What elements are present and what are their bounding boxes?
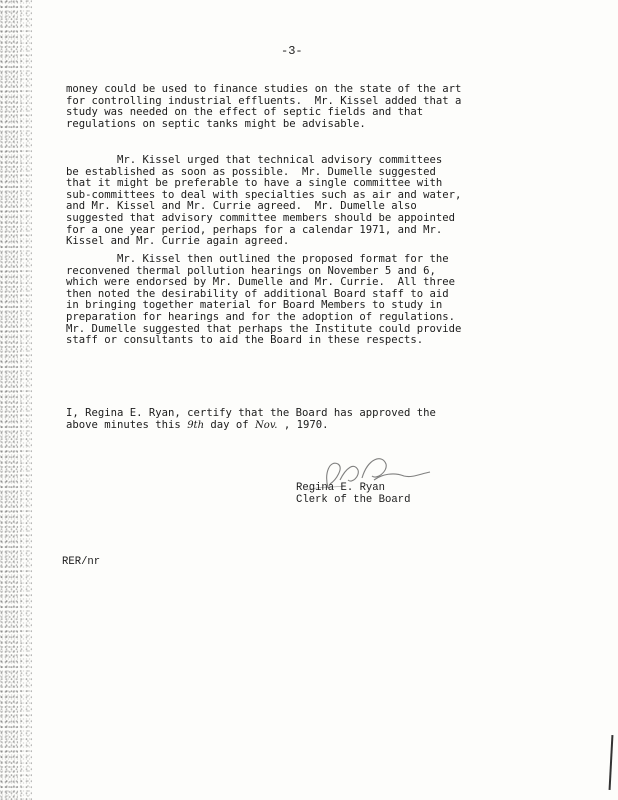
certification-mid: day of — [204, 418, 256, 431]
text-line: and Mr. Kissel and Mr. Currie agreed. Mr. Dumelle also — [66, 200, 417, 213]
text-line: for controlling industrial effluents. Mr. Kissel added that a — [66, 94, 462, 107]
text-line: which were endorsed by Mr. Dumelle and Mr. Currie. All three — [66, 276, 456, 289]
text-line: that it might be preferable to have a single committee with — [66, 177, 443, 190]
typist-initials: RER/nr — [62, 556, 101, 568]
text-line: regulations on septic tanks might be advisable. — [66, 117, 366, 130]
text-line: suggested that advisory committee members should be appointed — [66, 211, 456, 224]
certification-prefix: above minutes this — [66, 418, 188, 431]
paragraph-3 — [66, 254, 526, 347]
text-line: Kissel and Mr. Currie again agreed. — [66, 235, 290, 248]
handwritten-month: Nov. — [255, 419, 278, 431]
text-line: Mr. Kissel urged that technical advisory committees — [66, 154, 443, 166]
text-line: preparation for hearings and for the adoption of regulations. — [66, 310, 456, 323]
text-line: reconvened thermal pollution hearings on November 5 and 6, — [66, 264, 436, 277]
signatory-title: Clerk of the Board — [296, 494, 411, 506]
certification-statement — [66, 408, 526, 431]
text-line: then noted the desirability of additional Board staff to aid — [66, 287, 449, 300]
text-line: be established as soon as possible. Mr. Dumelle suggested — [66, 165, 436, 178]
text-line: for a one year period, perhaps for a calendar 1971, and Mr. — [66, 223, 443, 236]
paragraph-1 — [66, 84, 526, 130]
certification-line-1: I, Regina E. Ryan, certify that the Board has approved the — [66, 407, 436, 419]
scan-mark-right — [609, 735, 614, 790]
text-line: study was needed on the effect of septic fields and that — [66, 106, 424, 119]
text-line: money could be used to finance studies on the state of the art — [66, 83, 462, 95]
signatory-name: Regina E. Ryan — [296, 482, 386, 494]
scan-noise-left-dense — [0, 0, 18, 800]
text-line: staff or consultants to aid the Board in these respects. — [66, 334, 424, 347]
text-line: Mr. Dumelle suggested that perhaps the Institute could provide — [66, 322, 462, 335]
text-line: Mr. Kissel then outlined the proposed format for the — [66, 253, 449, 265]
text-line: sub-committees to deal with specialties such as air and water, — [66, 188, 462, 201]
paragraph-2 — [66, 155, 526, 248]
page-number: -3- — [281, 44, 303, 58]
certification-suffix: , 1970. — [277, 418, 329, 431]
text-line: in bringing together material for Board Members to study in — [66, 299, 443, 312]
handwritten-day: 9th — [187, 419, 205, 431]
